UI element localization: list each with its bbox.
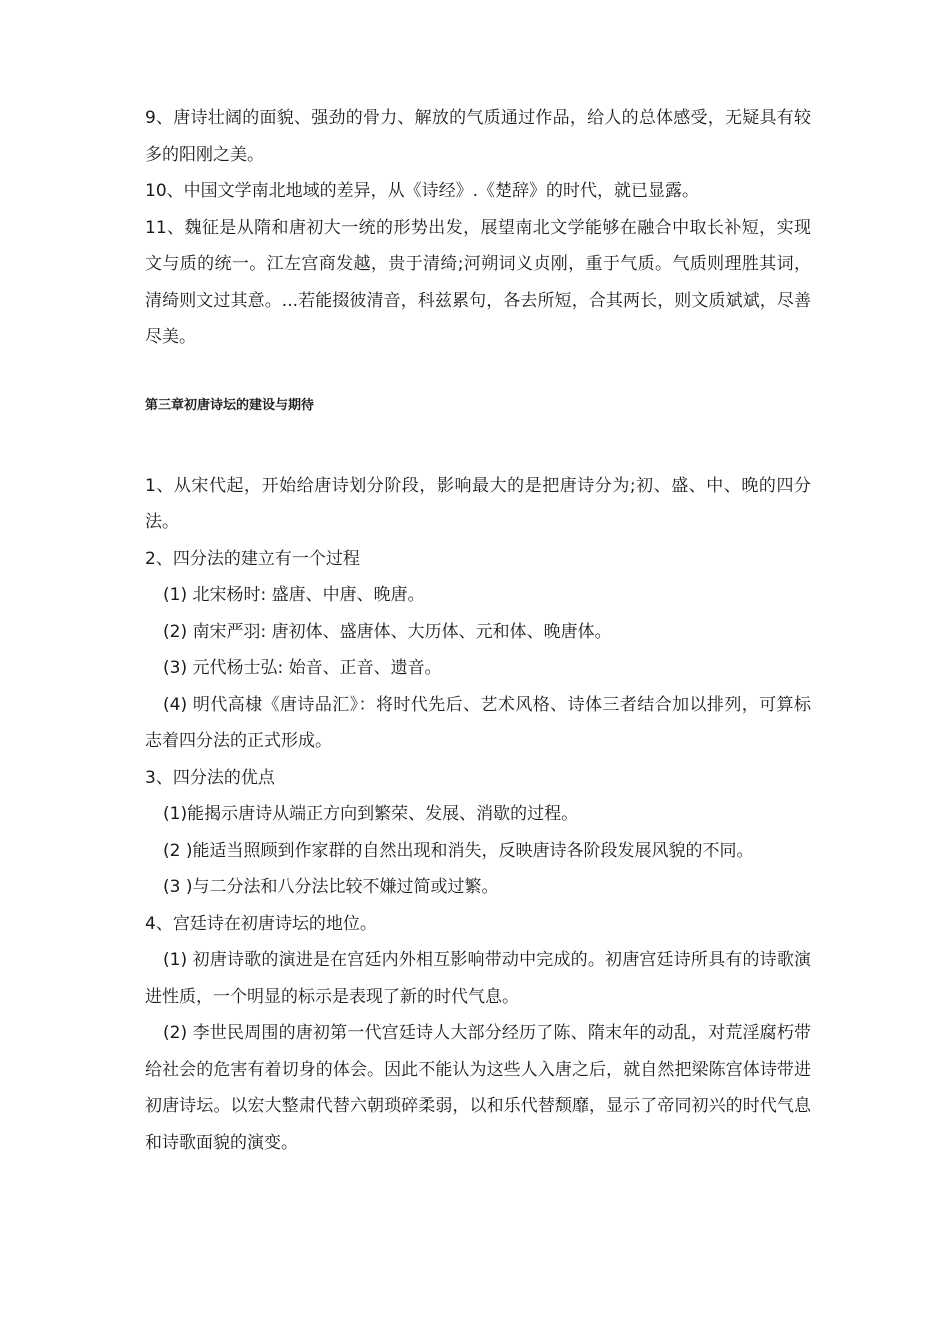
paragraph-2: 2、四分法的建立有一个过程 [145,548,360,569]
paragraph-4-item-2: (2) 李世民周围的唐初第一代宫廷诗人大部分经历了陈、隋末年的动乱，对荒淫腐朽带给社会的危害有着切身的体会。因此不能认为这些人入唐之后，就自然把梁陈宫体诗带进初唐诗坛。以宏大整肃代替六朝琐碎柔弱，以和乐代替颓靡，显示了帝同初兴的时代气息和诗歌面貌的演变。 [145,1023,811,1153]
paragraph-2-item-3: (3) 元代杨士弘: 始音、正音、遗音。 [163,658,442,678]
paragraph-11: 11、魏征是从隋和唐初大一统的形势出发，展望南北文学能够在融合中取长补短，实现文与质的统一。江左宫商发越，贵于清绮;河朔词义贞刚，重于气质。气质则理胜其词，清绮则文过其意。...若能掇彼清音，科兹累句，各去所短，合其两长，则文质斌斌，尽善尽美。 [145,217,811,347]
paragraph-3-item-2: (2 )能适当照顾到作家群的自然出现和消失，反映唐诗各阶段发展风貌的不同。 [163,840,754,861]
paragraph-3: 3、四分法的优点 [145,767,275,788]
chapter-title: 第三章初唐诗坛的建设与期待 [145,397,315,413]
paragraph-2-item-4: (4) 明代高棣《唐诗品汇》：将时代先后、艺术风格、诗体三者结合加以排列，可算标志着四分法的正式形成。 [145,694,811,751]
paragraph-2-item-1: (1) 北宋杨时: 盛唐、中唐、晚唐。 [163,585,425,605]
spacer [145,416,811,468]
paragraph-3-item-1: (1)能揭示唐诗从端正方向到繁荣、发展、消歇的过程。 [163,804,579,824]
paragraph-1: 1、从宋代起，开始给唐诗划分阶段，影响最大的是把唐诗分为;初、盛、中、晚的四分法。 [145,475,811,532]
paragraph-9: 9、唐诗壮阔的面貌、强劲的骨力、解放的气质通过作品，给人的总体感受，无疑具有较多的阳刚之美。 [145,108,811,165]
paragraph-4-item-1: (1) 初唐诗歌的演进是在宫廷内外相互影响带动中完成的。初唐宫廷诗所具有的诗歌演进性质，一个明显的标示是表现了新的时代气息。 [145,950,811,1007]
paragraph-10: 10、中国文学南北地域的差异，从《诗经》.《楚辞》的时代，就已显露。 [145,181,700,201]
paragraph-2-item-2: (2) 南宋严羽: 唐初体、盛唐体、大历体、元和体、晚唐体。 [163,621,612,642]
document-page [145,100,811,1161]
paragraph-3-item-3: (3 )与二分法和八分法比较不嫌过简或过繁。 [163,877,499,897]
paragraph-4: 4、宫廷诗在初唐诗坛的地位。 [145,913,377,934]
spacer [145,356,811,396]
